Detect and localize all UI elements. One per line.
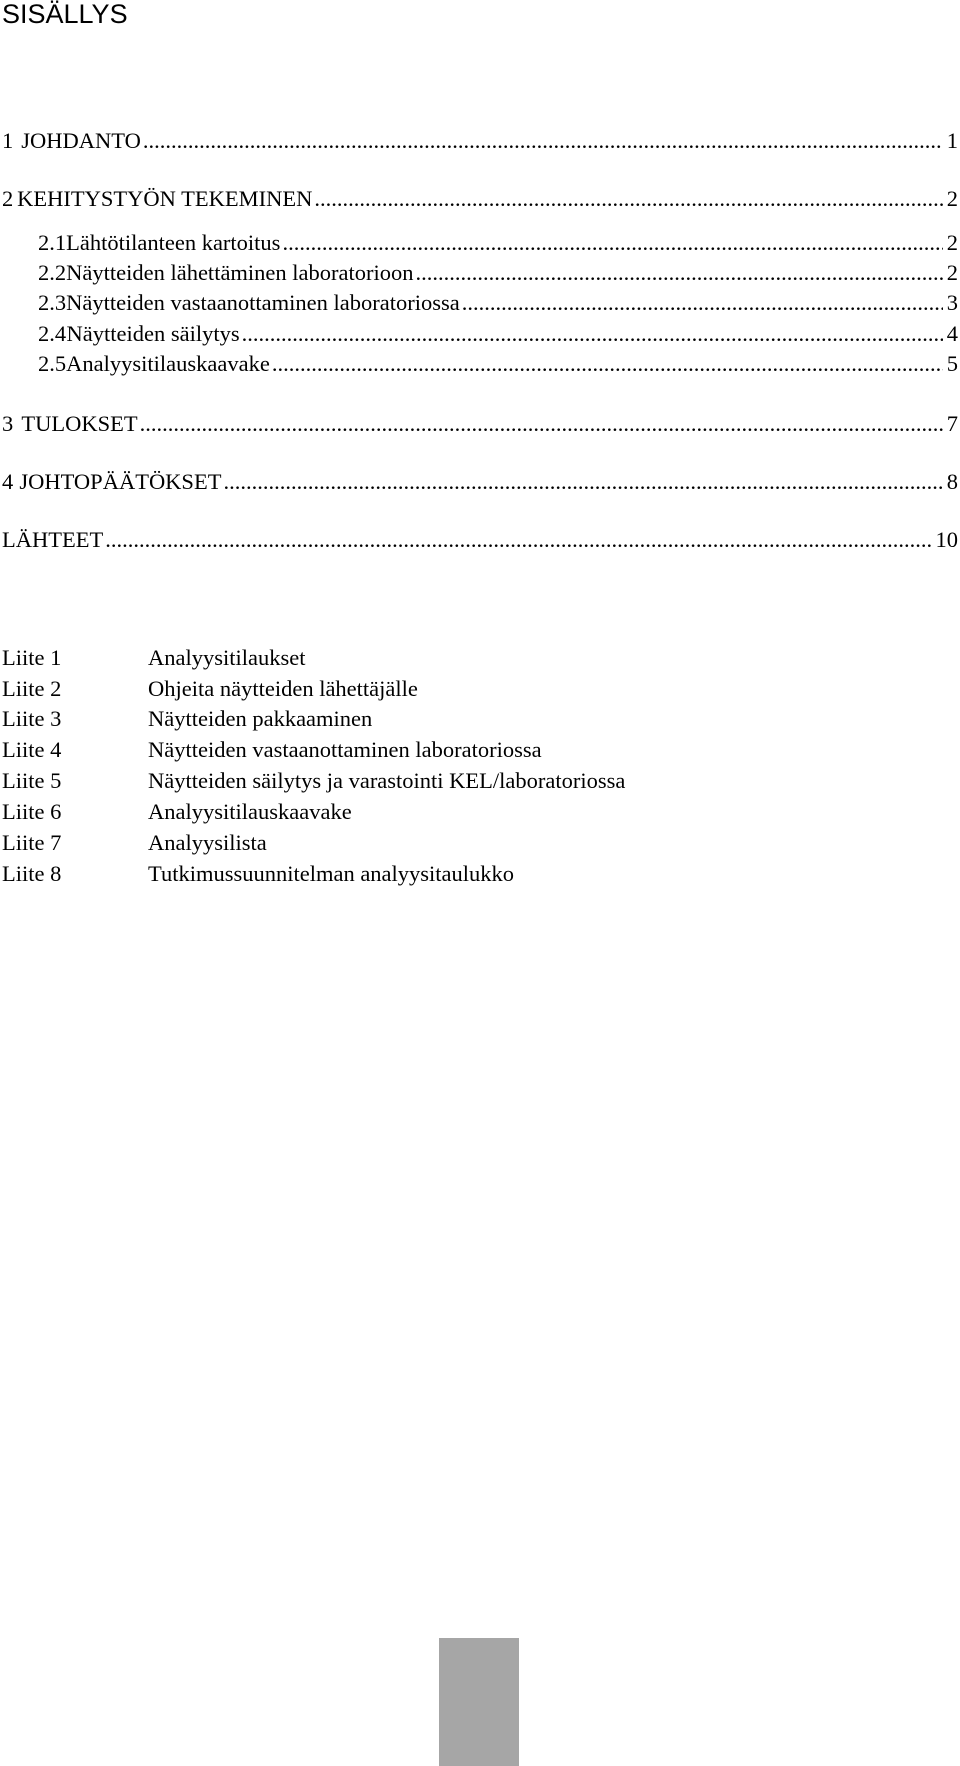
toc-entry-label: Näytteiden lähettäminen laboratorioon <box>66 260 414 285</box>
toc-entry-naytteiden-vastaanottaminen[interactable] <box>38 289 958 317</box>
toc-entry-label: Analyysitilauskaavake <box>66 351 270 376</box>
toc-leader-dots <box>314 185 942 213</box>
appendix-number: Liite 3 <box>2 706 62 731</box>
toc-leader-dots <box>242 320 943 348</box>
toc-leader-dots <box>416 259 943 287</box>
footer-page-marker <box>439 1638 519 1766</box>
appendix-item <box>2 705 372 733</box>
toc-entry-page: 4 <box>946 321 958 346</box>
appendix-number: Liite 5 <box>2 768 62 793</box>
toc-entry-kehitystyon-tekeminen[interactable] <box>2 185 958 213</box>
toc-entry-number: 2.3 <box>38 290 67 315</box>
appendix-number: Liite 7 <box>2 830 62 855</box>
toc-entry-number: 2.4 <box>38 321 67 346</box>
toc-entry-analyysitilauskaavake[interactable] <box>38 350 958 378</box>
appendix-title: Näytteiden vastaanottaminen laboratoriossa <box>148 737 542 762</box>
toc-entry-number: 2.1 <box>38 230 67 255</box>
toc-entry-label: TULOKSET <box>21 411 138 436</box>
page-title: SISÄLLYS <box>2 0 128 29</box>
toc-entry-label: Lähtötilanteen kartoitus <box>66 230 281 255</box>
toc-entry-label: JOHTOPÄÄTÖKSET <box>19 469 222 494</box>
appendix-item <box>2 767 625 795</box>
toc-entry-label: LÄHTEET <box>2 527 104 552</box>
toc-leader-dots <box>282 229 942 257</box>
appendix-item <box>2 829 267 857</box>
appendix-item <box>2 736 542 764</box>
appendix-number: Liite 6 <box>2 799 62 824</box>
toc-entry-lahteet[interactable] <box>2 526 958 554</box>
appendix-title: Analyysitilaukset <box>148 645 306 670</box>
toc-entry-page: 2 <box>946 260 958 285</box>
toc-entry-page: 2 <box>946 186 958 211</box>
appendix-number: Liite 1 <box>2 645 62 670</box>
appendix-item <box>2 675 418 703</box>
toc-entry-page: 1 <box>946 128 958 153</box>
appendix-title: Näytteiden pakkaaminen <box>148 706 373 731</box>
toc-entry-page: 8 <box>946 469 958 494</box>
appendix-title: Analyysitilauskaavake <box>148 799 352 824</box>
toc-entry-number: 2.2 <box>38 260 67 285</box>
toc-leader-dots <box>272 350 943 378</box>
toc-entry-page: 7 <box>946 411 958 436</box>
appendix-number: Liite 4 <box>2 737 62 762</box>
toc-leader-dots <box>105 526 931 554</box>
toc-entry-lahtotilanteen-kartoitus[interactable] <box>38 229 958 257</box>
toc-leader-dots <box>223 468 942 496</box>
toc-entry-page: 5 <box>946 351 958 376</box>
toc-entry-number: 3 <box>2 411 14 436</box>
toc-entry-naytteiden-lahettaminen[interactable] <box>38 259 958 287</box>
appendix-title: Ohjeita näytteiden lähettäjälle <box>148 676 418 701</box>
appendix-number: Liite 2 <box>2 676 62 701</box>
appendix-item <box>2 644 305 672</box>
appendix-title: Näytteiden säilytys ja varastointi KEL/laboratoriossa <box>148 768 626 793</box>
toc-entry-johtopaatokset[interactable] <box>2 468 958 496</box>
toc-entry-tulokset[interactable] <box>2 410 958 438</box>
toc-entry-naytteiden-sailytys[interactable] <box>38 320 958 348</box>
toc-entry-label: Näytteiden säilytys <box>66 321 240 346</box>
toc-entry-page: 10 <box>935 527 958 552</box>
appendix-item <box>2 798 352 826</box>
toc-entry-number: 2.5 <box>38 351 67 376</box>
appendix-title: Tutkimussuunnitelman analyysitaulukko <box>148 861 515 886</box>
toc-entry-page: 3 <box>946 290 958 315</box>
toc-entry-page: 2 <box>946 230 958 255</box>
toc-leader-dots <box>143 127 943 155</box>
toc-entry-number: 2 <box>2 186 14 211</box>
appendix-number: Liite 8 <box>2 861 62 886</box>
toc-entry-number: 4 <box>2 469 14 494</box>
toc-entry-label: KEHITYSTYÖN TEKEMINEN <box>17 186 313 211</box>
toc-leader-dots <box>140 410 943 438</box>
toc-entry-number: 1 <box>2 128 14 153</box>
toc-entry-johdanto[interactable] <box>2 127 958 155</box>
toc-entry-label: Näytteiden vastaanottaminen laboratoriossa <box>66 290 460 315</box>
toc-entry-label: JOHDANTO <box>21 128 141 153</box>
toc-leader-dots <box>462 289 943 317</box>
appendix-item <box>2 860 514 888</box>
appendix-title: Analyysilista <box>148 830 267 855</box>
